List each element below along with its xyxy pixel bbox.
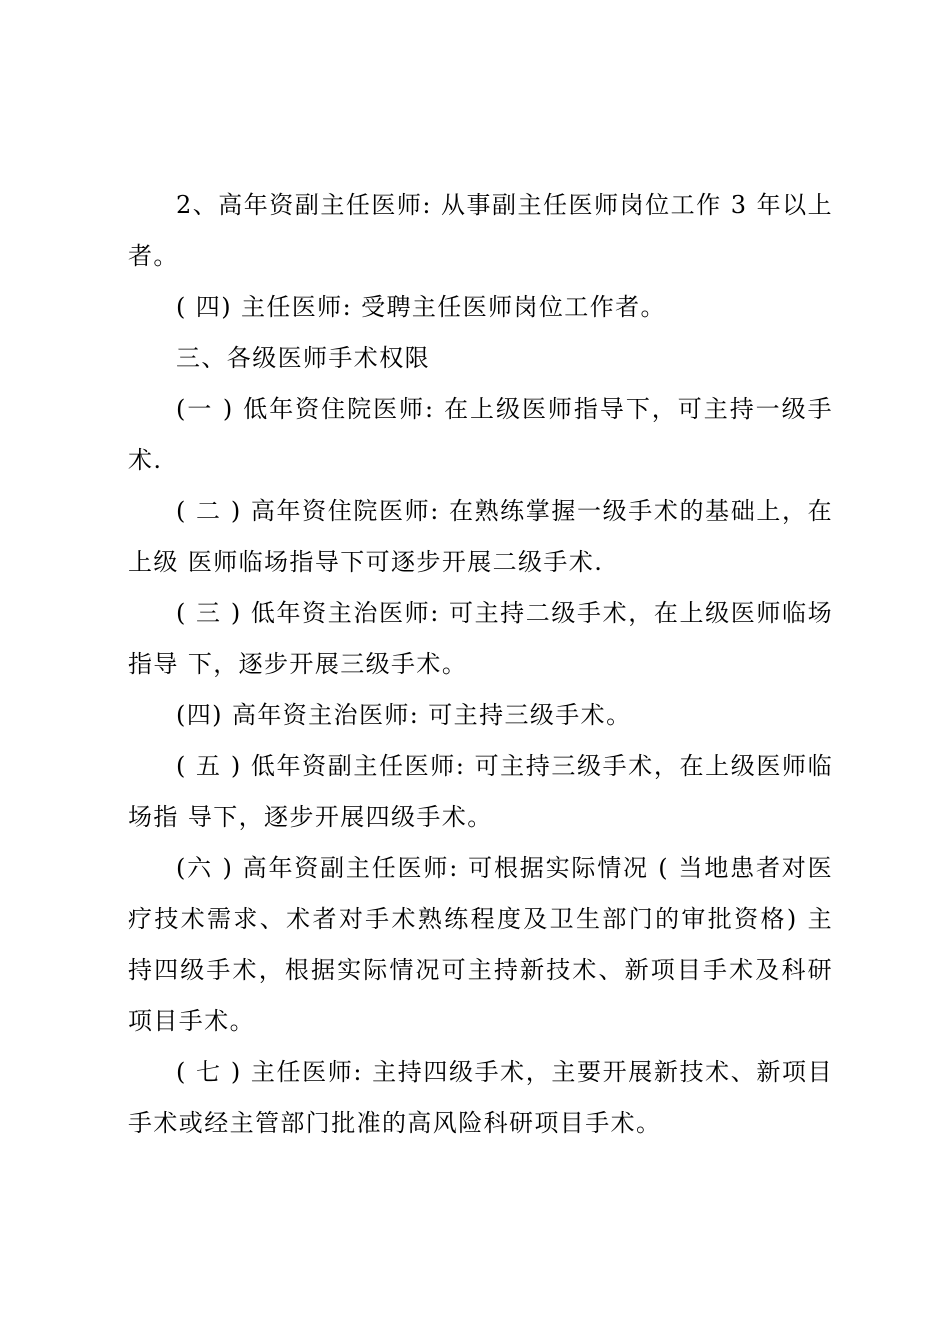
- paragraph-junior-attending: ( 三 ) 低年资主治医师: 可主持二级手术，在上级医师临场指导 下，逐步开展三级手术。: [128, 599, 833, 678]
- paragraph-chief-physician: ( 四) 主任医师: 受聘主任医师岗位工作者。: [176, 293, 666, 321]
- paragraph-senior-associate-chief-surgery: (六 ) 高年资副主任医师: 可根据实际情况 ( 当地患者对医疗技术需求、术者对手术熟练程度及卫生部门的审批资格) 主持四级手术，根据实际情况可主持新技术、新项目手术及科研项目手术。: [128, 854, 833, 1035]
- paragraph-senior-attending: (四) 高年资主治医师: 可主持三级手术。: [176, 701, 632, 729]
- paragraph-junior-resident: (一 ) 低年资住院医师: 在上级医师指导下，可主持一级手术.: [128, 395, 833, 474]
- section-heading-surgery-authority: 三、各级医师手术权限: [176, 344, 430, 372]
- paragraph-chief-surgery: ( 七 ) 主任医师: 主持四级手术，主要开展新技术、新项目手术或经主管部门批准的高风险科研项目手术。: [128, 1058, 833, 1137]
- document-body: [128, 180, 833, 1149]
- paragraph-junior-associate-chief: ( 五 ) 低年资副主任医师: 可主持三级手术，在上级医师临场指 导下，逐步开展四级手术。: [128, 752, 833, 831]
- paragraph-senior-resident: ( 二 ) 高年资住院医师: 在熟练掌握一级手术的基础上，在上级 医师临场指导下可逐步开展二级手术.: [128, 497, 833, 576]
- paragraph-senior-associate-chief: 2、高年资副主任医师: 从事副主任医师岗位工作 3 年以上者。: [128, 191, 833, 270]
